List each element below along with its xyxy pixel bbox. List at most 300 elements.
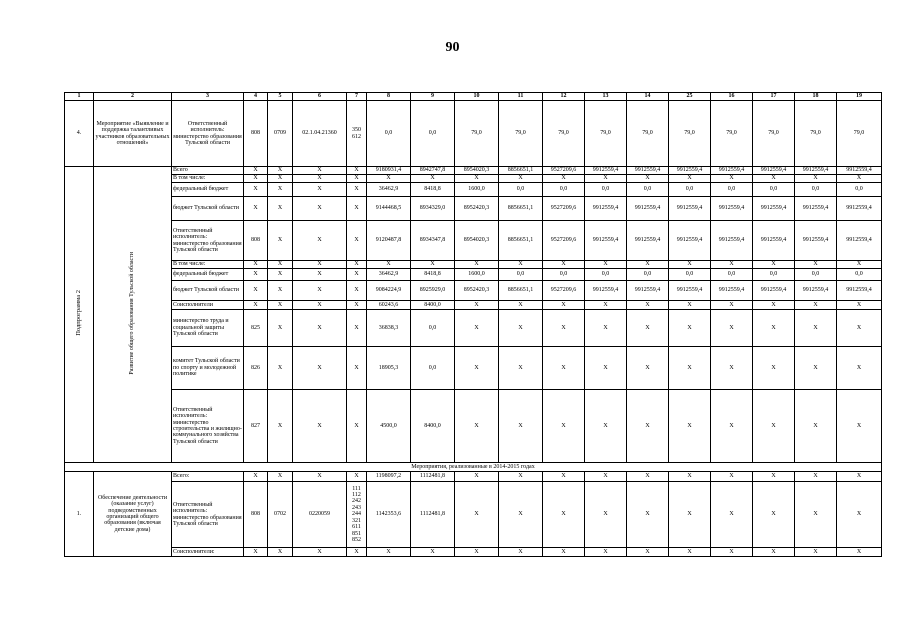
value-cell: 0,0: [795, 269, 837, 281]
value-cell: 9912559,4: [837, 221, 882, 261]
code-cell: X: [244, 197, 268, 221]
code-cell: X: [268, 197, 293, 221]
code-cell: X: [293, 183, 347, 197]
value-cell: X: [795, 472, 837, 482]
column-header: 4: [244, 93, 268, 101]
value-cell: X: [627, 310, 669, 347]
value-cell: X: [543, 390, 585, 463]
value-cell: 0,0: [543, 183, 585, 197]
value-cell: 8952420,3: [455, 197, 499, 221]
subprogram-row: [65, 167, 882, 175]
value-cell: 9912559,4: [753, 167, 795, 175]
value-cell: X: [711, 548, 753, 557]
value-cell: X: [795, 310, 837, 347]
value-cell: 0,0: [367, 101, 411, 167]
value-cell: 9912559,4: [669, 197, 711, 221]
value-cell: 0,0: [411, 101, 455, 167]
value-cell: 9144468,5: [367, 197, 411, 221]
code-cell: X: [347, 301, 367, 310]
value-cell: X: [711, 347, 753, 390]
value-cell: X: [627, 175, 669, 183]
code-cell: X: [347, 472, 367, 482]
value-cell: X: [543, 261, 585, 269]
subprogram-row: [65, 390, 882, 463]
value-cell: 0,0: [753, 269, 795, 281]
value-cell: X: [669, 548, 711, 557]
value-cell: X: [837, 175, 882, 183]
value-cell: X: [627, 482, 669, 548]
value-cell: 9912559,4: [795, 221, 837, 261]
row-label: Ответственный исполнитель: министерство образования Тульской области: [172, 482, 244, 548]
value-cell: X: [627, 261, 669, 269]
value-cell: 8856651,1: [499, 281, 543, 301]
value-cell: 0,0: [795, 183, 837, 197]
value-cell: X: [367, 548, 411, 557]
value-cell: X: [585, 261, 627, 269]
value-cell: X: [455, 301, 499, 310]
value-cell: X: [669, 175, 711, 183]
value-cell: 9912559,4: [585, 167, 627, 175]
value-cell: X: [837, 301, 882, 310]
value-cell: X: [455, 175, 499, 183]
column-header: 19: [837, 93, 882, 101]
value-cell: 79,0: [753, 101, 795, 167]
value-cell: X: [837, 310, 882, 347]
value-cell: X: [455, 390, 499, 463]
row-label: бюджет Тульской области: [172, 281, 244, 301]
value-cell: 8934347,8: [411, 221, 455, 261]
value-cell: X: [795, 175, 837, 183]
value-cell: 1600,0: [455, 269, 499, 281]
column-header: 3: [172, 93, 244, 101]
value-cell: 36462,9: [367, 269, 411, 281]
value-cell: X: [795, 482, 837, 548]
column-header: 25: [669, 93, 711, 101]
value-cell: X: [627, 301, 669, 310]
code-cell: 808: [244, 101, 268, 167]
code-cell: X: [347, 167, 367, 175]
subprogram-row: [65, 281, 882, 301]
code-cell: X: [244, 281, 268, 301]
code-cell: X: [347, 175, 367, 183]
value-cell: X: [499, 347, 543, 390]
code-cell: X: [293, 269, 347, 281]
code-cell: X: [268, 472, 293, 482]
value-cell: 0,0: [585, 269, 627, 281]
value-cell: X: [753, 347, 795, 390]
value-cell: X: [543, 347, 585, 390]
subprogram-label: [65, 167, 94, 463]
row-label: министерство труда и социальной защиты Тульской области: [172, 310, 244, 347]
code-cell: X: [268, 390, 293, 463]
row-label: Всего:: [172, 472, 244, 482]
value-cell: X: [455, 261, 499, 269]
value-cell: X: [669, 472, 711, 482]
measure-number: 4.: [65, 101, 94, 167]
value-cell: 79,0: [543, 101, 585, 167]
value-cell: X: [455, 548, 499, 557]
value-cell: X: [795, 548, 837, 557]
value-cell: X: [411, 261, 455, 269]
value-cell: X: [367, 175, 411, 183]
value-cell: X: [795, 390, 837, 463]
value-cell: 9912559,4: [837, 197, 882, 221]
value-cell: X: [753, 261, 795, 269]
value-cell: X: [711, 175, 753, 183]
section-row: [65, 463, 882, 472]
measure-number: 1.: [65, 472, 94, 557]
value-cell: X: [499, 301, 543, 310]
code-cell: X: [347, 347, 367, 390]
code-cell: X: [293, 221, 347, 261]
value-cell: 9912559,4: [795, 197, 837, 221]
code-cell: X: [268, 269, 293, 281]
value-cell: 9912559,4: [627, 221, 669, 261]
value-cell: 9912559,4: [795, 281, 837, 301]
value-cell: 8400,0: [411, 390, 455, 463]
value-cell: 0,0: [669, 183, 711, 197]
value-cell: 79,0: [627, 101, 669, 167]
value-cell: 0,0: [543, 269, 585, 281]
value-cell: 0,0: [411, 347, 455, 390]
code-cell: X: [244, 472, 268, 482]
value-cell: X: [585, 390, 627, 463]
value-cell: X: [753, 310, 795, 347]
value-cell: 8942747,8: [411, 167, 455, 175]
code-cell: X: [347, 310, 367, 347]
code-cell: X: [293, 261, 347, 269]
value-cell: 9912559,4: [627, 281, 669, 301]
value-cell: 9912559,4: [753, 197, 795, 221]
code-cell: X: [293, 175, 347, 183]
value-cell: 8952420,3: [455, 281, 499, 301]
code-cell: 0709: [268, 101, 293, 167]
code-cell: X: [347, 261, 367, 269]
code-cell: 808: [244, 482, 268, 548]
value-cell: X: [669, 310, 711, 347]
code-cell: X: [347, 183, 367, 197]
code-cell: X: [244, 261, 268, 269]
value-cell: X: [795, 261, 837, 269]
header-row: [65, 93, 882, 101]
value-cell: X: [669, 347, 711, 390]
value-cell: X: [837, 261, 882, 269]
row-label: Ответственный исполнитель: министерство строительства и жилищно-коммунального хозяйства Тульской области: [172, 390, 244, 463]
code-cell: X: [244, 183, 268, 197]
row-label: бюджет Тульской области: [172, 197, 244, 221]
value-cell: X: [711, 261, 753, 269]
code-cell: X: [347, 548, 367, 557]
value-cell: 1112481,8: [411, 472, 455, 482]
value-cell: X: [795, 347, 837, 390]
value-cell: X: [837, 347, 882, 390]
measure-row: [65, 101, 882, 167]
value-cell: 9912559,4: [585, 281, 627, 301]
code-cell: 0702: [268, 482, 293, 548]
value-cell: 8856651,1: [499, 197, 543, 221]
value-cell: X: [543, 175, 585, 183]
value-cell: 8934329,0: [411, 197, 455, 221]
value-cell: X: [753, 482, 795, 548]
value-cell: X: [669, 482, 711, 548]
row-label: В том числе:: [172, 175, 244, 183]
code-cell: X: [268, 183, 293, 197]
code-cell: 350 612: [347, 101, 367, 167]
row-label: Соисполнители: [172, 301, 244, 310]
value-cell: 79,0: [669, 101, 711, 167]
value-cell: 0,0: [711, 269, 753, 281]
value-cell: 0,0: [837, 269, 882, 281]
column-header: 18: [795, 93, 837, 101]
code-cell: 02.1.04.21360: [293, 101, 347, 167]
value-cell: X: [585, 310, 627, 347]
value-cell: X: [367, 261, 411, 269]
value-cell: X: [669, 261, 711, 269]
code-cell: X: [347, 221, 367, 261]
column-header: 2: [94, 93, 172, 101]
measure-row: [65, 548, 882, 557]
value-cell: 8954020,3: [455, 221, 499, 261]
value-cell: 9912559,4: [753, 281, 795, 301]
value-cell: X: [411, 175, 455, 183]
value-cell: 9912559,4: [669, 167, 711, 175]
code-cell: X: [268, 347, 293, 390]
subprogram-row: [65, 347, 882, 390]
row-label: В том числе:: [172, 261, 244, 269]
value-cell: 0,0: [585, 183, 627, 197]
value-cell: 9912559,4: [711, 167, 753, 175]
value-cell: 0,0: [711, 183, 753, 197]
measure-row: [65, 482, 882, 548]
subprogram-label-text: Подпрограмма 2: [74, 290, 82, 337]
value-cell: X: [753, 175, 795, 183]
value-cell: 8856651,1: [499, 167, 543, 175]
value-cell: 0,0: [837, 183, 882, 197]
code-cell: X: [293, 197, 347, 221]
code-cell: X: [268, 548, 293, 557]
value-cell: X: [627, 347, 669, 390]
value-cell: 9912559,4: [837, 281, 882, 301]
value-cell: X: [585, 347, 627, 390]
value-cell: 9912559,4: [585, 221, 627, 261]
value-cell: 79,0: [499, 101, 543, 167]
code-cell: X: [347, 197, 367, 221]
section-title: Мероприятия, реализованные в 2014-2015 годах: [65, 463, 882, 472]
subprogram-row: [65, 269, 882, 281]
value-cell: 9912559,4: [669, 281, 711, 301]
subprogram-row: [65, 221, 882, 261]
code-cell: X: [244, 301, 268, 310]
value-cell: 36462,9: [367, 183, 411, 197]
subprogram-row: [65, 183, 882, 197]
column-header: 8: [367, 93, 411, 101]
subprogram-name-text: Развитие общего образования Тульской области: [129, 252, 136, 375]
value-cell: 8925929,0: [411, 281, 455, 301]
value-cell: X: [499, 472, 543, 482]
value-cell: 79,0: [711, 101, 753, 167]
code-cell: X: [293, 548, 347, 557]
value-cell: 1112481,8: [411, 482, 455, 548]
code-cell: X: [244, 548, 268, 557]
value-cell: X: [499, 175, 543, 183]
value-cell: X: [627, 548, 669, 557]
value-cell: 9912559,4: [753, 221, 795, 261]
value-cell: X: [627, 472, 669, 482]
column-header: 11: [499, 93, 543, 101]
value-cell: 9912559,4: [837, 167, 882, 175]
subprogram-row: [65, 261, 882, 269]
row-label: Соисполнители:: [172, 548, 244, 557]
value-cell: X: [499, 482, 543, 548]
code-cell: X: [293, 390, 347, 463]
subprogram-row: [65, 197, 882, 221]
subprogram-row: [65, 175, 882, 183]
code-cell: X: [347, 269, 367, 281]
value-cell: 9084224,9: [367, 281, 411, 301]
value-cell: X: [499, 261, 543, 269]
value-cell: X: [411, 548, 455, 557]
value-cell: 79,0: [837, 101, 882, 167]
value-cell: X: [455, 310, 499, 347]
value-cell: X: [585, 472, 627, 482]
code-cell: X: [293, 167, 347, 175]
code-cell: X: [244, 175, 268, 183]
code-cell: 826: [244, 347, 268, 390]
value-cell: 9527209,6: [543, 197, 585, 221]
column-header: 5: [268, 93, 293, 101]
value-cell: X: [753, 390, 795, 463]
value-cell: 79,0: [795, 101, 837, 167]
value-cell: 9912559,4: [711, 197, 753, 221]
measure-row: [65, 472, 882, 482]
value-cell: 0,0: [499, 269, 543, 281]
value-cell: X: [455, 472, 499, 482]
value-cell: X: [753, 548, 795, 557]
column-header: 10: [455, 93, 499, 101]
measure-name: Обеспечение деятельности (оказание услуг) подведомственных организаций общего образования (включая детские дома): [94, 472, 172, 557]
value-cell: X: [499, 548, 543, 557]
column-header: 1: [65, 93, 94, 101]
value-cell: 79,0: [455, 101, 499, 167]
code-cell: 827: [244, 390, 268, 463]
value-cell: X: [455, 482, 499, 548]
value-cell: 9912559,4: [711, 221, 753, 261]
value-cell: 60243,6: [367, 301, 411, 310]
value-cell: 18905,3: [367, 347, 411, 390]
column-header: 14: [627, 93, 669, 101]
value-cell: 9120487,8: [367, 221, 411, 261]
executor-cell: Ответственный исполнитель: министерство образования Тульской области: [172, 101, 244, 167]
code-cell: X: [268, 261, 293, 269]
value-cell: X: [711, 390, 753, 463]
value-cell: X: [543, 482, 585, 548]
code-cell: 825: [244, 310, 268, 347]
code-cell: X: [293, 472, 347, 482]
value-cell: X: [543, 301, 585, 310]
value-cell: 9912559,4: [627, 197, 669, 221]
code-cell: 808: [244, 221, 268, 261]
value-cell: X: [543, 310, 585, 347]
value-cell: X: [795, 301, 837, 310]
value-cell: 8856651,1: [499, 221, 543, 261]
value-cell: X: [585, 175, 627, 183]
code-cell: X: [268, 310, 293, 347]
value-cell: 36838,3: [367, 310, 411, 347]
code-cell: X: [268, 221, 293, 261]
value-cell: X: [837, 482, 882, 548]
code-cell: X: [293, 347, 347, 390]
column-header: 6: [293, 93, 347, 101]
column-header: 9: [411, 93, 455, 101]
column-header: 13: [585, 93, 627, 101]
subprogram-row: [65, 301, 882, 310]
column-header: 16: [711, 93, 753, 101]
value-cell: 79,0: [585, 101, 627, 167]
value-cell: 9180931,4: [367, 167, 411, 175]
value-cell: 1198097,2: [367, 472, 411, 482]
row-label: федеральный бюджет: [172, 269, 244, 281]
value-cell: 1142353,6: [367, 482, 411, 548]
code-cell: X: [244, 269, 268, 281]
page-number: 90: [445, 40, 460, 55]
value-cell: X: [837, 472, 882, 482]
value-cell: X: [585, 482, 627, 548]
value-cell: 1600,0: [455, 183, 499, 197]
row-label: комитет Тульской области по спорту и молодежной политике: [172, 347, 244, 390]
value-cell: X: [585, 548, 627, 557]
value-cell: 8418,8: [411, 269, 455, 281]
value-cell: X: [543, 548, 585, 557]
value-cell: X: [711, 310, 753, 347]
code-cell: X: [268, 281, 293, 301]
value-cell: 0,0: [627, 269, 669, 281]
value-cell: X: [711, 301, 753, 310]
value-cell: X: [711, 482, 753, 548]
value-cell: X: [585, 301, 627, 310]
code-cell: X: [293, 310, 347, 347]
value-cell: 8418,8: [411, 183, 455, 197]
value-cell: X: [669, 390, 711, 463]
value-cell: 9912559,4: [711, 281, 753, 301]
value-cell: 0,0: [627, 183, 669, 197]
code-cell: X: [268, 301, 293, 310]
value-cell: 0,0: [753, 183, 795, 197]
value-cell: 9912559,4: [585, 197, 627, 221]
value-cell: X: [455, 347, 499, 390]
value-cell: 9527209,6: [543, 281, 585, 301]
subprogram-name: [94, 167, 172, 463]
row-label: Ответственный исполнитель: министерство образования Тульской области: [172, 221, 244, 261]
value-cell: X: [753, 472, 795, 482]
value-cell: 9912559,4: [669, 221, 711, 261]
code-cell: X: [293, 281, 347, 301]
code-cell: X: [347, 281, 367, 301]
value-cell: 9912559,4: [795, 167, 837, 175]
value-cell: X: [669, 301, 711, 310]
code-cell: X: [244, 167, 268, 175]
value-cell: X: [543, 472, 585, 482]
value-cell: 9527209,6: [543, 167, 585, 175]
code-cell: X: [268, 175, 293, 183]
row-label: федеральный бюджет: [172, 183, 244, 197]
code-cell: 111 112 242 243 244 321 611 851 852: [347, 482, 367, 548]
value-cell: X: [753, 301, 795, 310]
value-cell: X: [499, 310, 543, 347]
value-cell: 4500,0: [367, 390, 411, 463]
code-cell: X: [268, 167, 293, 175]
value-cell: 9527209,6: [543, 221, 585, 261]
value-cell: X: [627, 390, 669, 463]
